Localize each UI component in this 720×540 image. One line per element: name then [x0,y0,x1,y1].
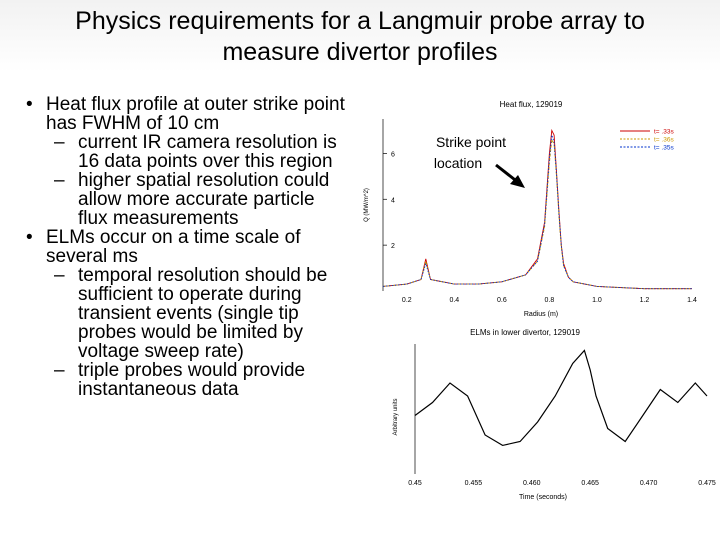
x-tick-label: 0.4 [449,297,460,304]
dash-icon: – [54,265,65,286]
bullet-dot-icon: • [26,94,33,115]
sub-bullet-item [26,266,348,361]
sub-bullet-text: triple probes would provide instantaneous data [78,360,306,400]
bullet-item [26,228,348,266]
legend-label: t= .36s [654,136,674,144]
x-tick-label: 0.45 [408,480,422,487]
bullet-list [26,95,348,399]
x-tick-label: 1.2 [639,297,650,304]
y-axis-label: Arbitrary units [393,398,399,436]
x-tick-label: 0.455 [464,480,483,487]
y-tick-label: 4 [391,197,395,205]
x-tick-label: 0.465 [581,480,599,487]
annotation-arrow [496,165,525,188]
sub-bullet-text: current IR camera resolution is 16 data points over this region [78,132,337,172]
series-line [415,351,707,446]
sub-bullet-item [26,133,348,171]
slide-title [20,6,700,68]
bullet-text: Heat flux profile at outer strike point has FWHM of 10 cm [46,94,345,134]
y-axis-label: Q (MW/m^2) [364,188,370,222]
bullet-item [26,95,348,133]
dash-icon: – [54,170,65,191]
y-tick-label: 6 [391,151,395,159]
x-tick-label: 0.460 [523,480,541,487]
series-line [383,128,692,289]
x-tick-label: 1.4 [687,297,697,304]
bullet-dot-icon: • [26,227,33,248]
dash-icon: – [54,132,65,153]
series-line [383,135,692,289]
x-tick-label: 0.2 [401,297,412,304]
annotation-line-2: location [433,155,483,171]
elm-chart [385,322,720,507]
legend-label: t= .33s [654,128,674,136]
x-axis-label: Time (seconds) [519,494,567,501]
annotation-line-1: Strike point [435,134,507,150]
x-tick-label: 0.6 [496,297,507,304]
legend-label: t= .35s [654,144,674,152]
y-tick-label: 2 [391,243,395,251]
x-tick-label: 0.470 [639,480,658,487]
chart-title: ELMs in lower divertor, 129019 [470,328,580,337]
x-axis-label: Radius (m) [523,311,559,318]
x-tick-label: 0.475 [698,480,716,487]
x-tick-label: 1.0 [592,297,602,304]
chart-title: Heat flux, 129019 [499,100,563,109]
x-tick-label: 0.8 [544,297,555,304]
sub-bullet-item [26,361,348,399]
sub-bullet-text: temporal resolution should be sufficient to operate during transient events (single tip probes would be limited by voltage sweep rate) [78,265,328,362]
bullet-text: ELMs occur on a time scale of several ms [46,227,301,267]
title-line-2: measure divertor profiles [222,38,498,66]
heat-flux-chart [355,95,720,325]
series-line [383,140,692,289]
dash-icon: – [54,360,65,381]
title-line-1: Physics requirements for a Langmuir probe array to [75,7,645,35]
sub-bullet-text: higher spatial resolution could allow more accurate particle flux measurements [78,170,330,229]
sub-bullet-item [26,171,348,228]
